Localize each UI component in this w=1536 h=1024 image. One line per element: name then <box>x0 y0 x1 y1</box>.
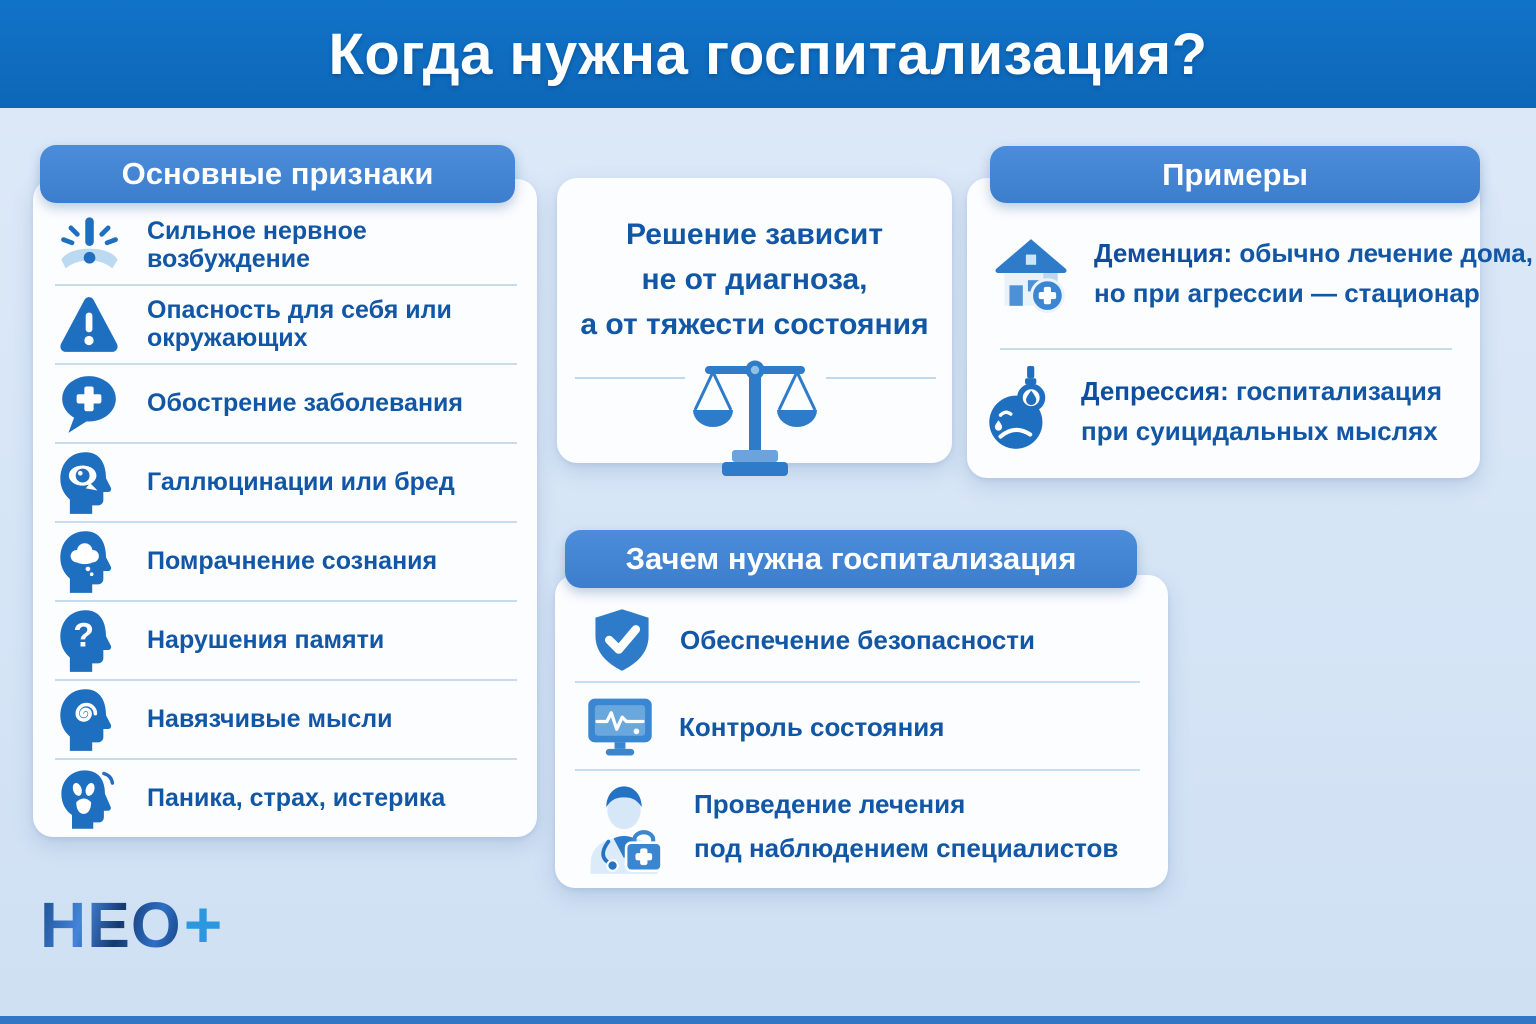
sign-label: Нарушения памяти <box>147 625 385 654</box>
purpose-header-label: Зачем нужна госпитализация <box>625 541 1077 576</box>
example-line: при суицидальных мыслях <box>1081 416 1438 446</box>
divider <box>575 769 1140 771</box>
shield-check-icon <box>588 605 656 675</box>
example-line: госпитализация <box>1235 376 1443 406</box>
page-title: Когда нужна госпитализация? <box>328 21 1208 87</box>
head-spiral-icon <box>55 686 123 754</box>
signs-header-label: Основные признаки <box>121 156 434 191</box>
svg-text:?: ? <box>73 615 95 654</box>
sign-label: Навязчивые мысли <box>147 704 393 733</box>
sign-row <box>55 286 517 365</box>
divider <box>826 377 936 379</box>
sign-label: Помрачнение сознания <box>147 546 438 575</box>
sign-row <box>55 760 517 837</box>
title-banner <box>0 0 1536 108</box>
example-text <box>1094 233 1533 313</box>
signs-list <box>55 207 517 837</box>
medical-cross-bubble-icon <box>55 370 123 438</box>
purpose-label <box>694 782 1118 870</box>
example-row <box>985 365 1442 457</box>
warning-triangle-icon <box>55 291 123 359</box>
exclamation-burst-icon <box>55 212 123 280</box>
sign-row <box>55 523 517 602</box>
purpose-line-2: под наблюдением специалистов <box>694 833 1119 863</box>
doctor-icon <box>578 776 670 876</box>
logo-plus-icon: + <box>183 887 223 961</box>
head-cloud-icon <box>55 528 123 596</box>
sad-face-icon <box>985 365 1059 457</box>
head-question-icon <box>55 607 123 675</box>
bottom-accent-bar <box>0 1016 1536 1024</box>
sign-label: Паника, страх, истерика <box>147 783 446 812</box>
example-row <box>990 232 1533 314</box>
purpose-label: Контроль состояния <box>679 712 945 742</box>
sign-row <box>55 602 517 681</box>
divider <box>575 377 685 379</box>
examples-header-label: Примеры <box>1162 156 1308 192</box>
decision-line-1: Решение зависит <box>625 218 884 251</box>
logo-word: НЕО <box>40 889 182 961</box>
example-text <box>1081 371 1442 451</box>
divider <box>575 681 1140 683</box>
purpose-row <box>585 694 944 760</box>
sign-row <box>55 681 517 760</box>
sign-label: Галлюцинации или бред <box>147 467 455 496</box>
sign-row <box>55 207 517 286</box>
sign-row <box>55 365 517 444</box>
decision-line-2: не от диагноза, <box>641 263 868 296</box>
purpose-row <box>588 605 1035 675</box>
decision-line-3: а от тяжести состояния <box>580 308 929 341</box>
sign-label: Сильное нервное возбуждение <box>147 217 367 273</box>
purpose-line-1: Проведение лечения <box>694 789 966 819</box>
examples-header <box>990 146 1480 203</box>
sign-row <box>55 444 517 523</box>
purpose-header <box>565 530 1137 588</box>
sign-label: Обострение заболевания <box>147 388 464 417</box>
sign-label: Опасность для себя или окружающих <box>147 296 452 352</box>
head-eye-icon <box>55 449 123 517</box>
scales-icon <box>680 348 830 480</box>
example-line: обычно лечение дома, <box>1239 238 1533 268</box>
purpose-row <box>578 776 1118 876</box>
signs-header <box>40 145 515 203</box>
monitor-heartbeat-icon <box>585 694 655 760</box>
head-panic-icon <box>55 765 123 833</box>
neo-plus-logo <box>40 887 223 961</box>
example-term: Депрессия: <box>1081 376 1229 406</box>
purpose-label: Обеспечение безопасности <box>680 625 1036 655</box>
example-term: Деменция: <box>1094 238 1233 268</box>
example-line: но при агрессии — стационар <box>1094 278 1480 308</box>
house-plus-icon <box>990 232 1072 314</box>
divider <box>1000 348 1452 350</box>
decision-text <box>557 212 952 347</box>
